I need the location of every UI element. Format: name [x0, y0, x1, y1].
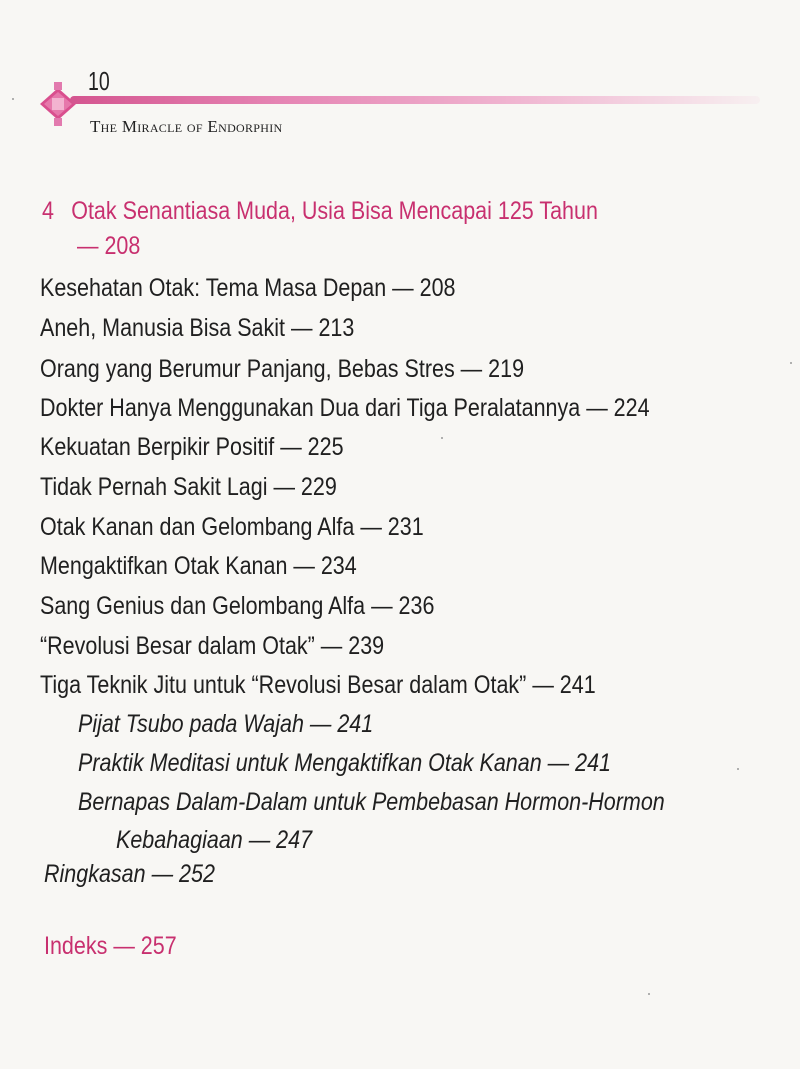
toc-subentry: Bernapas Dalam-Dalam untuk Pembebasan Hormon-Hormon — [78, 788, 665, 816]
toc-entry: Otak Kanan dan Gelombang Alfa — 231 — [40, 513, 424, 541]
chapter-page: — 208 — [77, 232, 141, 260]
toc-subentry: Pijat Tsubo pada Wajah — 241 — [78, 710, 374, 738]
page-number: 10 — [88, 66, 110, 96]
running-title: The Miracle of Endorphin — [90, 117, 283, 136]
toc-entry: “Revolusi Besar dalam Otak” — 239 — [40, 632, 385, 660]
toc-entry: Tiga Teknik Jitu untuk “Revolusi Besar dalam Otak” — 241 — [40, 671, 596, 699]
toc-entry: Orang yang Berumur Panjang, Bebas Stres — 219 — [40, 355, 525, 383]
chapter-heading — [42, 196, 598, 226]
toc-entry: Kesehatan Otak: Tema Masa Depan — 208 — [40, 274, 456, 302]
toc-subentry-continued: Kebahagiaan — 247 — [116, 826, 313, 854]
toc-entry: Tidak Pernah Sakit Lagi — 229 — [40, 473, 337, 501]
toc-subentry: Praktik Meditasi untuk Mengaktifkan Otak Kanan — 241 — [78, 749, 611, 777]
toc-entry: Dokter Hanya Menggunakan Dua dari Tiga Peralatannya — 224 — [40, 394, 650, 422]
chapter-title: Otak Senantiasa Muda, Usia Bisa Mencapai 125 Tahun — [71, 197, 598, 225]
toc-entry: Mengaktifkan Otak Kanan — 234 — [40, 552, 357, 580]
toc-index: Indeks — 257 — [44, 932, 177, 960]
toc-summary: Ringkasan — 252 — [44, 860, 215, 888]
toc-entry: Sang Genius dan Gelombang Alfa — 236 — [40, 592, 435, 620]
toc-entry: Aneh, Manusia Bisa Sakit — 213 — [40, 314, 355, 342]
chapter-number: 4 — [42, 197, 54, 225]
toc-entry: Kekuatan Berpikir Positif — 225 — [40, 433, 344, 461]
